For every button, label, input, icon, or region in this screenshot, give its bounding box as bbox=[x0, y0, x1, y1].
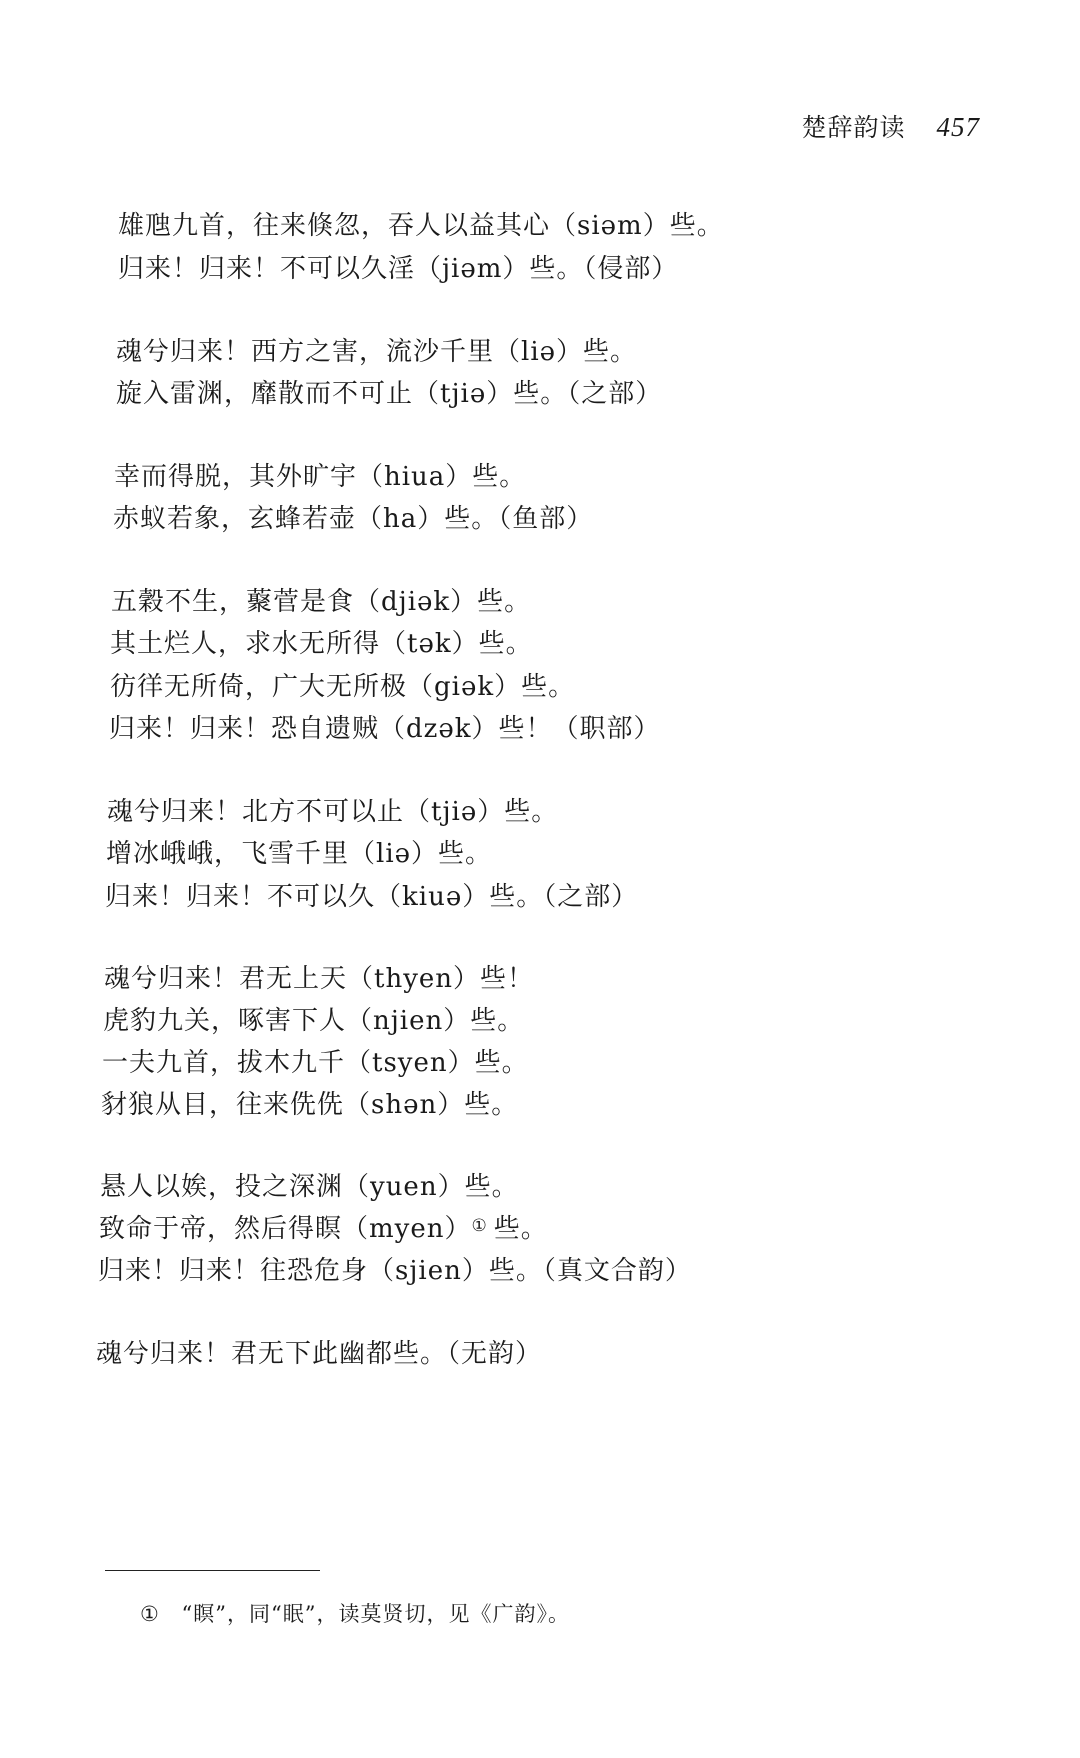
poem-line: 魂兮归来！君无下此幽都些。（无韵） bbox=[96, 1339, 543, 1369]
poem-line: 魂兮归来！北方不可以止（tjiə）些。 bbox=[107, 797, 559, 827]
poem-line: 归来！归来！不可以久淫（jiəm）些。（侵部） bbox=[118, 254, 679, 284]
poem-line: 五穀不生，藂菅是食（djiək）些。 bbox=[111, 587, 532, 617]
poem-line: 豺狼从目，往来侁侁（shən）些。 bbox=[101, 1090, 519, 1120]
poem-line: 一夫九首，拔木九千（tsyen）些。 bbox=[102, 1048, 529, 1078]
poem-line: 归来！归来！恐自遗贼（dzək）些！（职部） bbox=[109, 714, 661, 744]
footnote-reference: ① bbox=[471, 1216, 488, 1236]
poem-line: 致命于帝，然后得瞑（myen）① 些。 bbox=[99, 1214, 548, 1244]
poem-line: 悬人以娭，投之深渊（yuen）些。 bbox=[100, 1172, 519, 1202]
poem-line: 归来！归来！往恐危身（sjien）些。（真文合韵） bbox=[98, 1256, 692, 1286]
poem-line: 魂兮归来！西方之害，流沙千里（liə）些。 bbox=[116, 337, 638, 367]
poem-line: 赤蚁若象，玄蜂若壶（ha）些。（鱼部） bbox=[113, 504, 594, 534]
footnote-marker: ① bbox=[140, 1602, 160, 1626]
poem-line: 增冰峨峨，飞雪千里（liə）些。 bbox=[106, 839, 493, 869]
footnote bbox=[140, 1598, 570, 1628]
poem-line: 雄虺九首，往来倏忽，吞人以益其心（siəm）些。 bbox=[118, 211, 724, 241]
poem-line: 虎豹九关，啄害下人（njien）些。 bbox=[103, 1006, 525, 1036]
poem-line: 幸而得脱，其外旷宇（hiua）些。 bbox=[114, 462, 527, 492]
poem-line: 魂兮归来！君无上天（thyen）些！ bbox=[104, 964, 535, 994]
footnote-text: “瞑”，同“眠”，读莫贤切，见《广韵》。 bbox=[181, 1602, 570, 1626]
book-title: 楚辞韵读 bbox=[801, 113, 906, 142]
poem-line: 彷徉无所倚，广大无所极（giək）些。 bbox=[110, 672, 576, 702]
poem-line: 归来！归来！不可以久（kiuə）些。（之部） bbox=[105, 882, 639, 912]
running-head bbox=[802, 108, 980, 144]
footnote-divider bbox=[105, 1570, 320, 1571]
poem-line: 旋入雷渊，靡散而不可止（tjiə）些。（之部） bbox=[116, 379, 663, 409]
poem-line: 其土烂人，求水无所得（tək）些。 bbox=[110, 629, 533, 659]
page-number: 457 bbox=[936, 112, 980, 142]
